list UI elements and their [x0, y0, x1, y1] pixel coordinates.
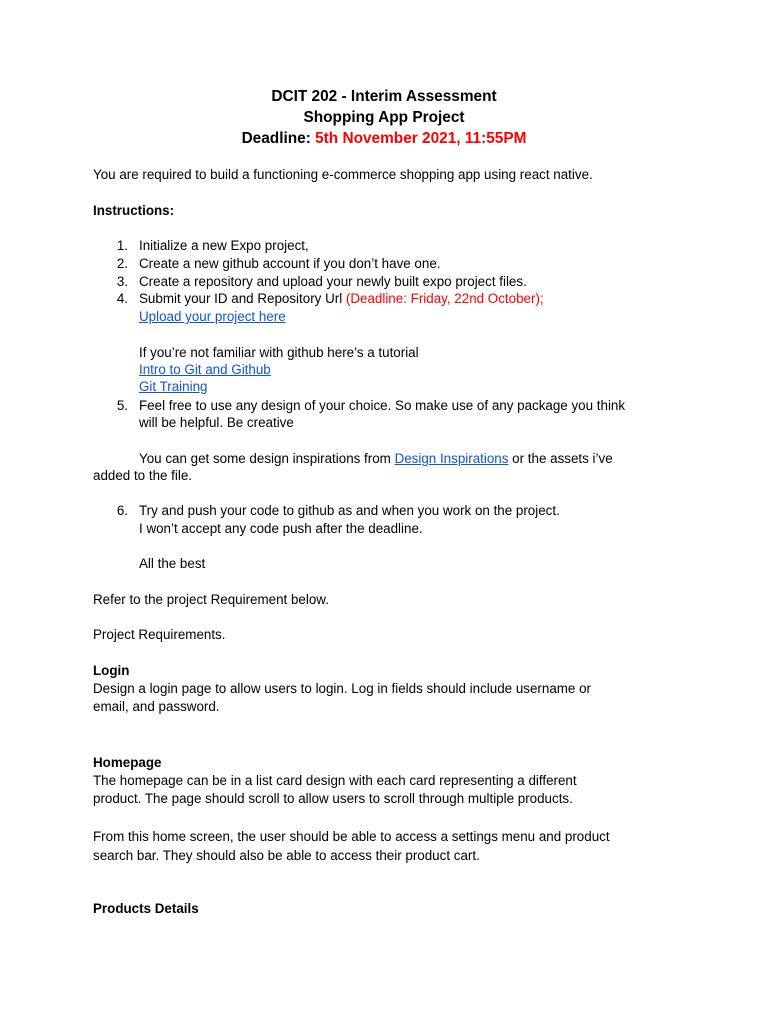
products-details-heading: Products Details	[93, 901, 199, 916]
git-training-link[interactable]: Git Training	[139, 379, 208, 394]
github-note: If you’re not familiar with github here’s a tutorial	[139, 345, 419, 360]
deadline-label: Deadline:	[241, 130, 311, 147]
step-6-text-continued: I won’t accept any code push after the deadline.	[139, 521, 423, 536]
step-4-text: Submit your ID and Repository Url	[139, 291, 346, 306]
intro-to-git-link[interactable]: Intro to Git and Github	[139, 362, 271, 377]
homepage-p1-line2: product. The page should scroll to allow users to scroll through multiple products.	[93, 791, 573, 806]
design-note-before: You can get some design inspirations from	[139, 451, 395, 466]
design-inspirations-link[interactable]: Design Inspirations	[394, 451, 509, 466]
step-4-number: 4.	[116, 291, 128, 306]
deadline-value: 5th November 2021, 11:55PM	[315, 130, 527, 147]
upload-project-link[interactable]: Upload your project here	[139, 309, 286, 324]
design-note-line	[139, 450, 613, 468]
requirements-text: Project Requirements.	[93, 627, 226, 642]
step-5-text-continued: will be helpful. Be creative	[139, 415, 294, 430]
intro-text: You are required to build a functioning e-commerce shopping app using react native.	[93, 167, 593, 182]
step-6-number: 6.	[116, 503, 128, 518]
step-3-number: 3.	[116, 274, 128, 289]
step-2-text: Create a new github account if you don’t have one.	[139, 256, 441, 271]
homepage-p2-line2: search bar. They should also be able to access their product cart.	[93, 848, 480, 863]
step-1-number: 1.	[116, 238, 128, 253]
design-note-after: or the assets i’ve	[508, 451, 613, 466]
step-5-text: Feel free to use any design of your choice. So make use of any package you think	[139, 398, 626, 413]
document-subtitle: Shopping App Project	[303, 109, 465, 126]
login-text-line2: email, and password.	[93, 699, 220, 714]
step-4-deadline: (Deadline: Friday, 22nd October);	[345, 291, 544, 306]
step-1-text: Initialize a new Expo project,	[139, 238, 309, 253]
step-2-number: 2.	[116, 256, 128, 271]
deadline-line	[0, 129, 768, 149]
refer-text: Refer to the project Requirement below.	[93, 592, 329, 607]
homepage-p1-line1: The homepage can be in a list card design with each card representing a different	[93, 773, 577, 788]
step-3-text: Create a repository and upload your newly built expo project files.	[139, 274, 527, 289]
step-5-number: 5.	[116, 398, 128, 413]
instructions-heading: Instructions:	[93, 203, 175, 218]
step-6-text: Try and push your code to github as and when you work on the project.	[139, 503, 560, 518]
homepage-p2-line1: From this home screen, the user should be able to access a settings menu and product	[93, 829, 610, 844]
login-heading: Login	[93, 663, 130, 678]
homepage-heading: Homepage	[93, 755, 162, 770]
design-note-line2: added to the file.	[93, 468, 193, 483]
closing-text: All the best	[139, 556, 206, 571]
login-text-line1: Design a login page to allow users to login. Log in fields should include username or	[93, 681, 591, 696]
document-title: DCIT 202 - Interim Assessment	[271, 88, 497, 105]
step-4-text-line	[139, 290, 544, 308]
